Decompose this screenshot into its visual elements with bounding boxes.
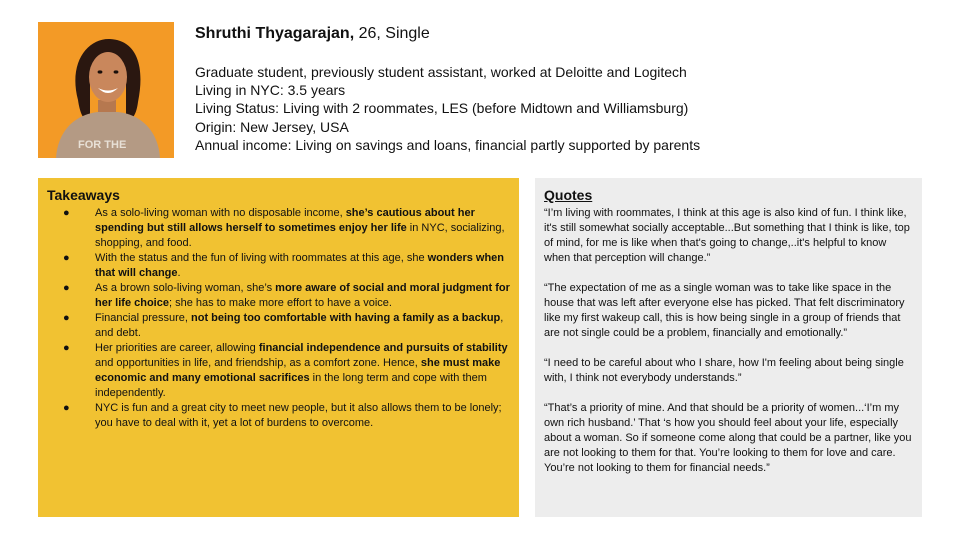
takeaways-title: Takeaways (47, 187, 120, 203)
shirt-text: FOR THE (78, 139, 127, 151)
takeaways-panel (38, 178, 519, 517)
bullet-icon: ● (63, 312, 70, 324)
name-line (195, 23, 935, 45)
bullet-icon: ● (63, 402, 70, 414)
takeaway-text: in the long term and cope with them independently. (95, 372, 487, 399)
detail-origin: Origin: New Jersey, USA (195, 118, 349, 135)
quote-paragraph: “That’s a priority of mine. And that should be a priority of women...‘I’m my own rich husband.’ That ‘s how you should feel about your life, especially about a woman. So if someone come along that could be a partner, like you are not looking to them for that. You’re looking to them for love and care. You’re not looking to them for financial needs.” (544, 402, 912, 474)
profile-photo (38, 22, 174, 158)
profile-header (195, 22, 935, 154)
takeaway-text: NYC is fun and a great city to meet new people, but it also allows them to be lonely; you have to deal with it, yet a lot of burdens to overcome. (95, 402, 502, 429)
takeaways-list (47, 206, 510, 431)
person-summary: 26, Single (354, 25, 430, 42)
takeaway-item (47, 281, 510, 311)
quotes-list (544, 206, 913, 476)
takeaway-text: Financial pressure, (95, 312, 191, 324)
takeaway-text: Her priorities are career, allowing (95, 342, 259, 354)
detail-nyc-duration: Living in NYC: 3.5 years (195, 82, 346, 99)
portrait-image (38, 22, 174, 158)
takeaway-text: . (177, 267, 181, 279)
bullet-icon: ● (63, 207, 70, 219)
takeaway-emphasis: she must make economic and many emotional sacrifices (95, 357, 501, 384)
takeaway-emphasis: wonders when that will change (95, 252, 505, 279)
takeaway-item (47, 311, 510, 341)
detail-occupation: Graduate student, previously student assistant, worked at Deloitte and Logitech (195, 64, 687, 80)
bullet-icon: ● (63, 252, 70, 264)
takeaway-item (47, 251, 510, 281)
takeaway-emphasis: financial independence and pursuits of stability (258, 342, 508, 354)
quote-paragraph: “The expectation of me as a single woman was to take like space in the house that was left after everyone else has picked. That felt discriminatory like my first wakeup call, this is how being single in a group of friends that are not single could be a problem, financially and emotionally.” (544, 282, 905, 339)
bullet-icon: ● (63, 282, 70, 294)
quote-paragraph: “I’m living with roommates, I think at this age is also kind of fun. I think like, it's still somewhat socially acceptable...But something that I think is like, top of mind, for me is like when that's going to change,..it's helpful to know when that perception will change.” (544, 207, 910, 264)
takeaway-text: , and debt. (95, 312, 504, 339)
takeaway-text: With the status and the fun of living with roommates at this age, she (95, 252, 428, 264)
takeaway-text: in NYC, socializing, shopping, and food. (95, 222, 505, 249)
bullet-icon: ● (63, 342, 70, 354)
takeaway-item (47, 341, 510, 401)
detail-living-status: Living Status: Living with 2 roommates, LES (before Midtown and Williamsburg) (195, 100, 689, 117)
takeaway-emphasis: she’s cautious about her spending but still allows herself to sometimes enjoy her life (95, 207, 475, 234)
person-name: Shruthi Thyagarajan, (195, 25, 355, 42)
quotes-panel (535, 178, 922, 517)
takeaway-emphasis: not being too comfortable with having a family as a backup (191, 312, 501, 324)
takeaway-emphasis: more aware of social and moral judgment for her life choice (95, 282, 510, 309)
quotes-title: Quotes (544, 187, 593, 203)
takeaway-text: As a brown solo-living woman, she’s (95, 282, 276, 294)
takeaway-item (47, 401, 510, 431)
takeaway-text: As a solo-living woman with no disposable income, (95, 207, 346, 219)
quote-paragraph: “I need to be careful about who I share, how I'm feeling about being single with, I think not everybody understands.” (544, 357, 904, 384)
takeaway-item (47, 206, 510, 251)
profile-details (195, 63, 935, 154)
takeaway-text: and opportunities in life, and friendship, as a comfort zone. Hence, (95, 357, 421, 369)
takeaway-text: ; she has to make more effort to have a voice. (168, 297, 392, 309)
detail-income: Annual income: Living on savings and loans, financial partly supported by parents (195, 136, 701, 153)
